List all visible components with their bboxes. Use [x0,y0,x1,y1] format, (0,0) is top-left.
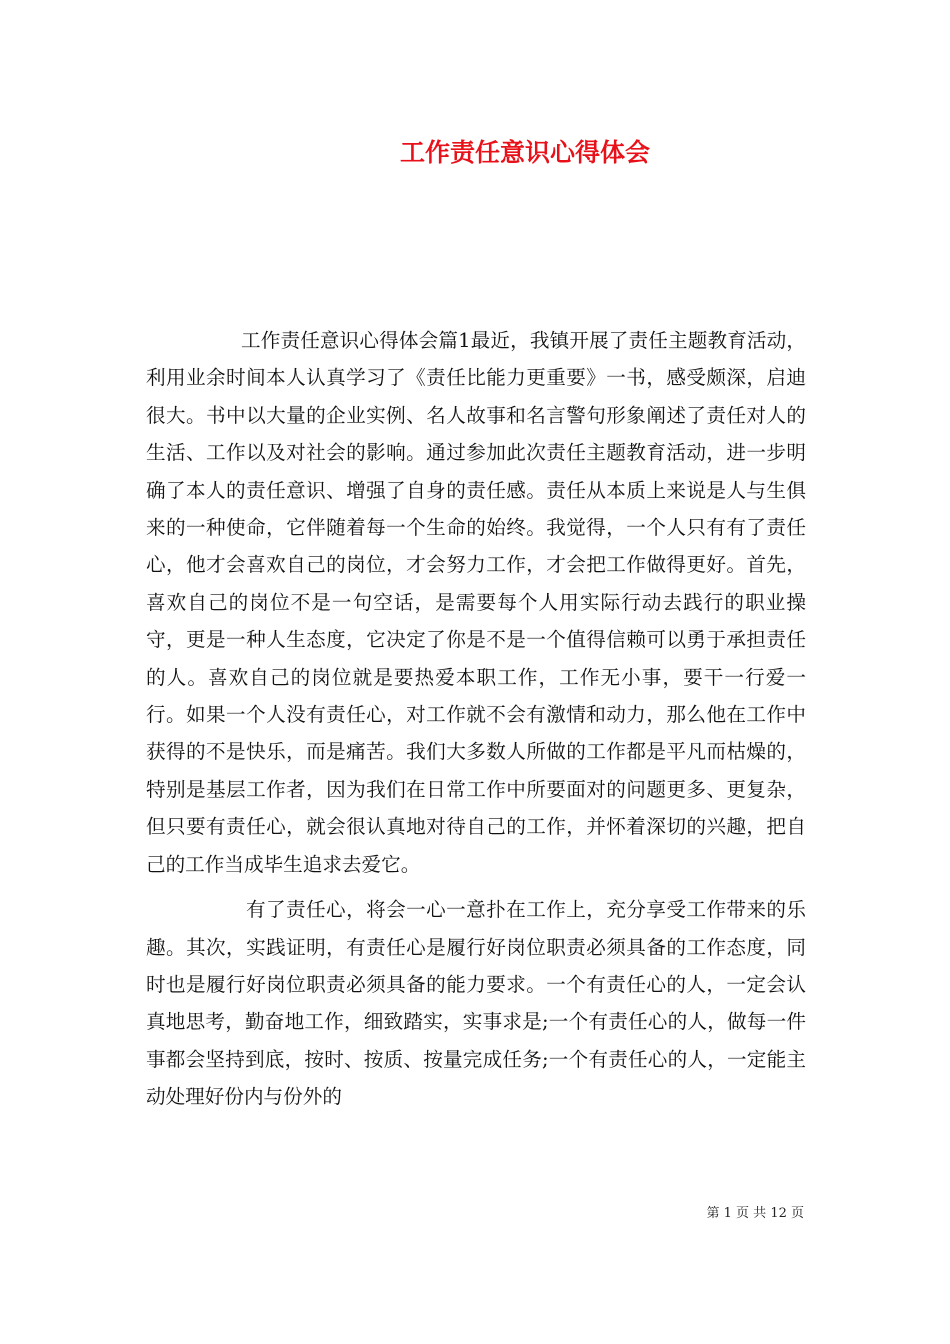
document-body [146,322,806,1116]
document-title: 工作责任意识心得体会 [399,138,650,167]
paragraph-1: 工作责任意识心得体会篇1最近，我镇开展了责任主题教育活动，利用业余时间本人认真学习了《责任比能力更重要》一书，感受颇深，启迪很大。书中以大量的企业实例、名人故事和名言警句形象阐述了责任对人的生活、工作以及对社会的影响。通过参加此次责任主题教育活动，进一步明确了本人的责任意识、增强了自身的责任感。责任从本质上来说是人与生俱来的一种使命，它伴随着每一个生命的始终。我觉得，一个人只有有了责任心，他才会喜欢自己的岗位，才会努力工作，才会把工作做得更好。首先，喜欢自己的岗位不是一句空话，是需要每个人用实际行动去践行的职业操守，更是一种人生态度，它决定了你是不是一个值得信赖可以勇于承担责任的人。喜欢自己的岗位就是要热爱本职工作，工作无小事，要干一行爱一行。如果一个人没有责任心，对工作就不会有激情和动力，那么他在工作中获得的不是快乐，而是痛苦。我们大多数人所做的工作都是平凡而枯燥的，特别是基层工作者，因为我们在日常工作中所要面对的问题更多、更复杂，但只要有责任心，就会很认真地对待自己的工作，并怀着深切的兴趣，把自己的工作当成毕生追求去爱它。 [146,329,806,876]
page-number-footer: 第 1 页 共 12 页 [706,1206,804,1221]
paragraph-2: 有了责任心，将会一心一意扑在工作上，充分享受工作带来的乐趣。其次，实践证明，有责任心是履行好岗位职责必须具备的工作态度，同时也是履行好岗位职责必须具备的能力要求。一个有责任心的人，一定会认真地思考，勤奋地工作，细致踏实，实事求是;一个有责任心的人，做每一件事都会坚持到底，按时、按质、按量完成任务;一个有责任心的人，一定能主动处理好份内与份外的 [146,898,806,1109]
